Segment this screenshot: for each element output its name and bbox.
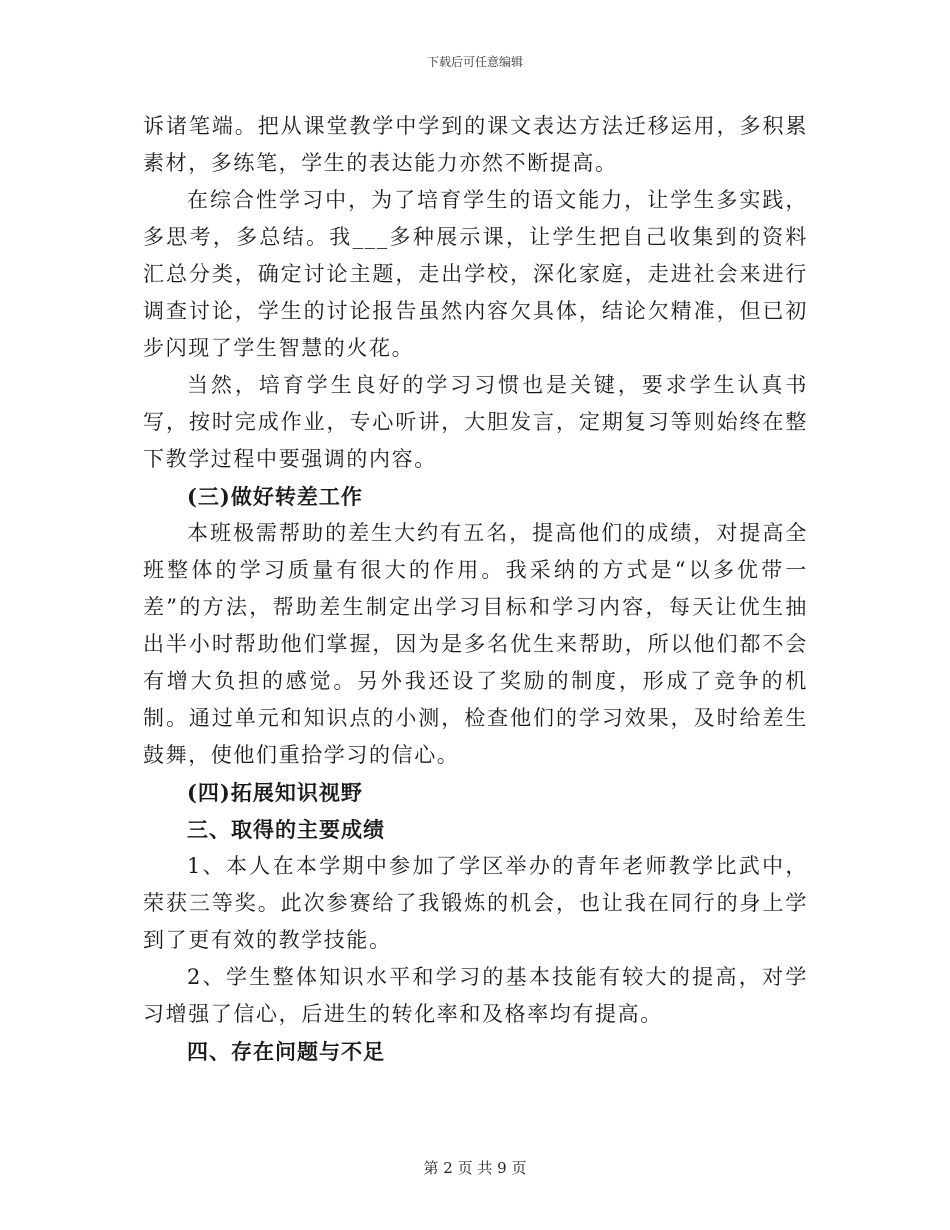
paragraph-study-habits: 当然，培育学生良好的学习习惯也是关键，要求学生认真书写，按时完成作业，专心听讲，大胆发言，定期复习等则始终在整下教学过程中要强调的内容。	[143, 373, 808, 471]
paragraph-help-weak-students: 本班极需帮助的差生大约有五名，提高他们的成绩，对提高全班整体的学习质量有很大的作用。我采纳的方式是“以多优带一差”的方法，帮助差生制定出学习目标和学习内容，每天让优生抽出半小时帮助他们掌握，因为是多名优生来帮助，所以他们都不会有增大负担的感觉。另外我还设了奖励的制度，形成了竞争的机制。通过单元和知识点的小测，检查他们的学习效果，及时给差生鼓舞，使他们重拾学习的信心。	[143, 521, 808, 767]
section-heading-3: (三)做好转差工作	[187, 484, 363, 509]
section-heading-4: (四)拓展知识视野	[187, 780, 363, 805]
paragraph-achievement-1: 1、本人在本学期中参加了学区举办的青年老师教学比武中，荣获三等奖。此次参赛给了我锻炼的机会，也让我在同行的身上学到了更有效的教学技能。	[143, 854, 808, 952]
section-heading-problems: 四、存在问题与不足	[187, 1039, 385, 1064]
paragraph-continued: 诉诸笔端。把从课堂教学中学到的课文表达方法迁移运用，多积累素材，多练笔，学生的表达能力亦然不断提高。	[143, 114, 808, 175]
document-body	[143, 108, 808, 1070]
page-header-note: 下载后可任意编辑	[426, 55, 523, 69]
page-number: 第 2 页 共 9 页	[423, 1159, 527, 1177]
paragraph-achievement-2: 2、学生整体知识水平和学习的基本技能有较大的提高，对学习增强了信心，后进生的转化率和及格率均有提高。	[143, 965, 808, 1026]
section-heading-achievements: 三、取得的主要成绩	[187, 817, 385, 842]
paragraph-comprehensive-learning: 在综合性学习中，为了培育学生的语文能力，让学生多实践，多思考，多总结。我___多种展示课，让学生把自己收集到的资料汇总分类，确定讨论主题，走出学校，深化家庭，走进社会来进行调查讨论，学生的讨论报告虽然内容欠具体，结论欠精准，但已初步闪现了学生智慧的火花。	[143, 188, 808, 360]
